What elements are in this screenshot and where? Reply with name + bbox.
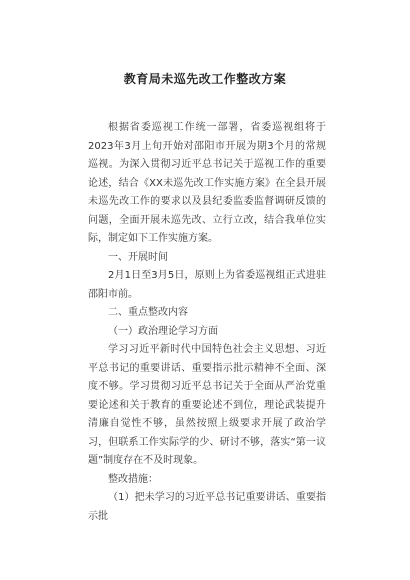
document-body <box>88 119 326 526</box>
theory-paragraph: 学习习近平新时代中国特色社会主义思想、习近平总书记的重要讲话、重要指示批示精神不全面、深度不够。学习贯彻习近平总书记关于全面从严治党重要论述和关于教育的重要论述不到位，理论武装提升清廉自觉性不够，虽然按照上级要求开展了政治学习，但联系工作实际学的少、研讨不够，落实“第一议题”制度存在不及时现象。 <box>88 344 326 466</box>
measures-heading: 整改措施： <box>108 473 158 485</box>
measure-item-1: （1）把未学习的习近平总书记重要讲话、重要指示批 <box>88 492 326 522</box>
document-title: 教育局未巡先改工作整改方案 <box>123 72 287 86</box>
time-paragraph: 2月1日至3月5日，原则上为省委巡视组正式进驻邵阳市前。 <box>88 270 326 300</box>
section-heading-time: 一、开展时间 <box>108 251 168 263</box>
section-heading-content: 二、重点整改内容 <box>108 307 188 318</box>
subsection-heading-theory: （一）政治理论学习方面 <box>108 325 218 337</box>
intro-paragraph: 根据省委巡视工作统一部署，省委巡视组将于2023年3月上旬开始对邵阳市开展为期3个月的常规巡视。为深入贯彻习近平总书记关于巡视工作的重要论述，结合《XX未巡先改工作实施方案》在全县开展未巡先改工作的要求以及县纪委监委监督调研反馈的问题，全面开展未巡先改、立行立改，结合我单位实际，制定如下工作实施方案。 <box>88 122 326 244</box>
